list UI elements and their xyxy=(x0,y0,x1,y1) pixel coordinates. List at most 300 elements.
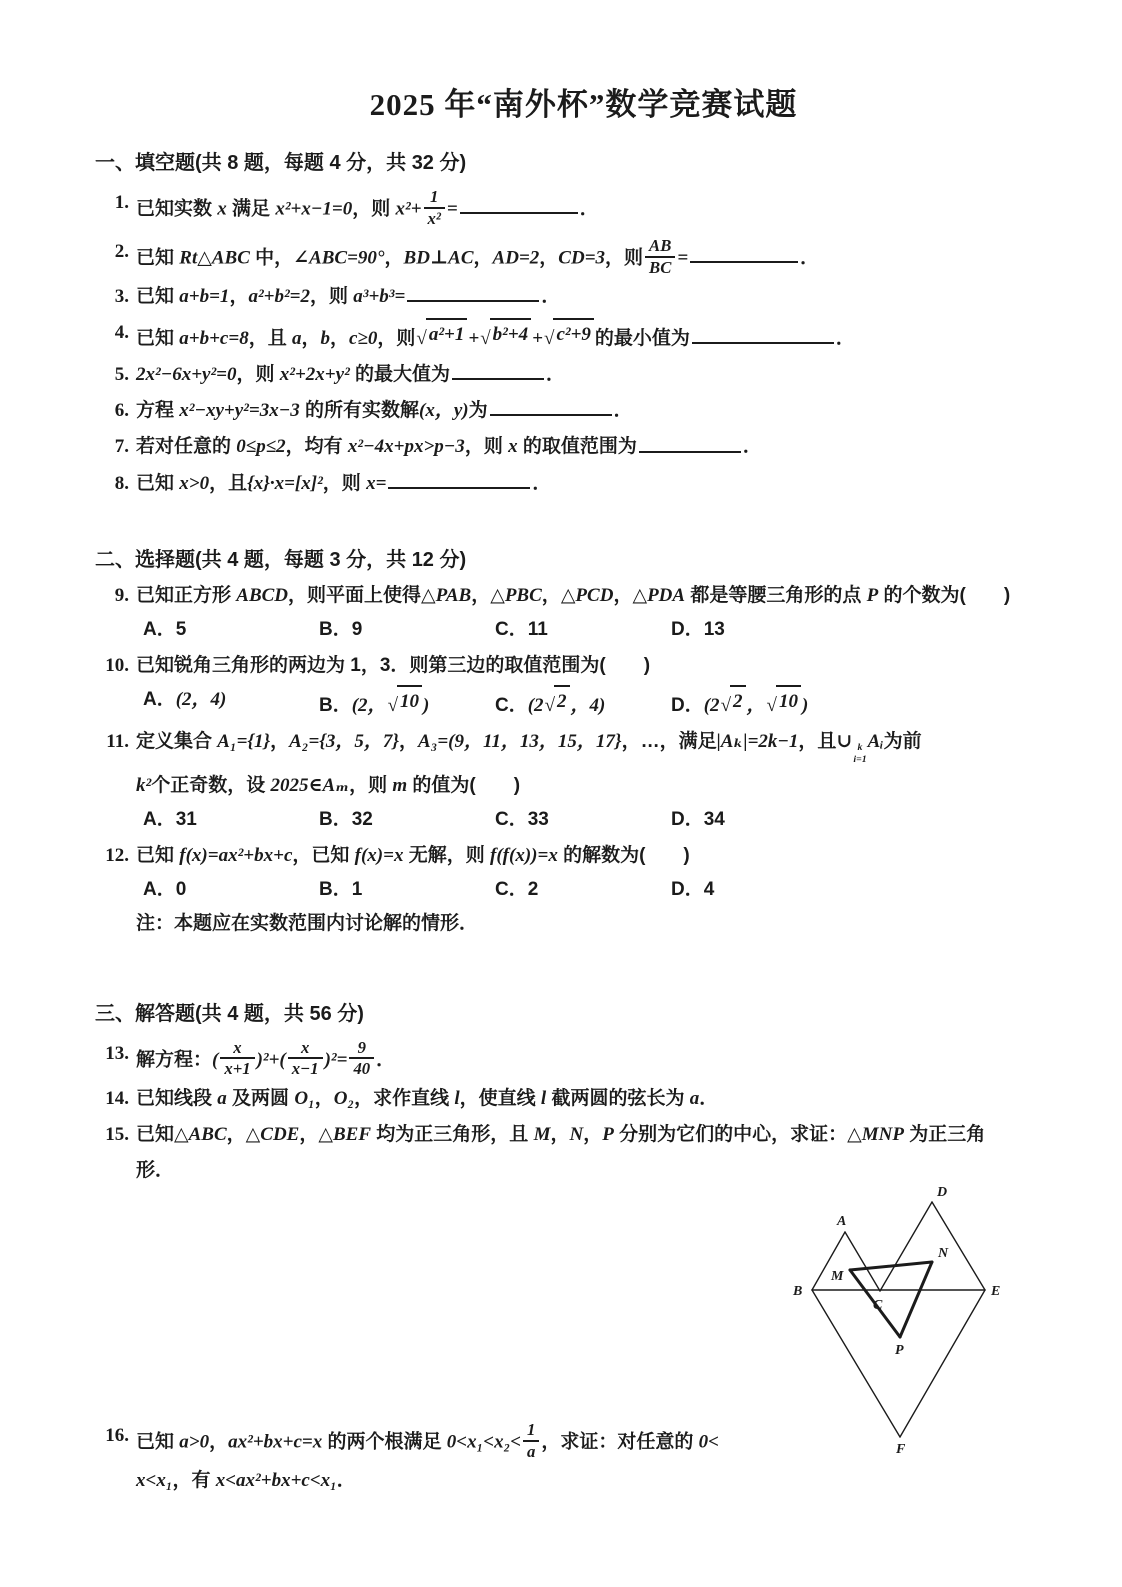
math-run: a xyxy=(217,1087,227,1109)
math-run: |Aₖ|=2k−1 xyxy=(716,730,799,752)
triangle-edge-AC xyxy=(845,1232,880,1291)
math-run: f(x)=x xyxy=(354,844,404,866)
square-root xyxy=(480,318,531,350)
problem-row-5 xyxy=(95,360,1072,390)
problem-list-1 xyxy=(95,188,1072,499)
text-run: 满足 xyxy=(226,198,276,220)
problem-row-14 xyxy=(95,1084,1072,1114)
math-run: Rt△ABC xyxy=(179,247,250,269)
math-run: l xyxy=(454,1087,460,1109)
problem-text xyxy=(136,282,1072,312)
text-run: 个正奇数，设 xyxy=(151,774,271,796)
math-run: x= xyxy=(366,472,387,494)
text-run: D．4 xyxy=(671,878,715,900)
option-A xyxy=(143,875,319,905)
vertex-label-A: A xyxy=(837,1214,847,1229)
text-run: ． xyxy=(336,1470,356,1492)
problem-text xyxy=(136,1120,1072,1150)
text-run: 已知 xyxy=(136,844,180,866)
math-run: a³+b³= xyxy=(353,286,406,308)
text-run: 已知线段 xyxy=(136,1087,218,1109)
text-run: B．32 xyxy=(319,808,373,830)
text-run: ，则 xyxy=(310,286,354,308)
problem-number: 4. xyxy=(114,322,129,344)
text-run: 都是等腰三角形的点 xyxy=(685,584,867,606)
option-C xyxy=(495,875,671,905)
problem-number: 11. xyxy=(106,730,129,752)
radicand: 2 xyxy=(554,685,570,717)
math-run: △PDA xyxy=(632,584,686,606)
text-run: B．1 xyxy=(319,878,363,900)
math-run: 0<x₁<x₂< xyxy=(446,1431,522,1453)
text-run: 截两圆的弦长为 xyxy=(546,1087,690,1109)
problem-number: 6. xyxy=(114,400,129,422)
problem-text xyxy=(136,771,1072,801)
problem-text xyxy=(136,1084,1072,1114)
text-run: 定义集合 xyxy=(136,730,218,752)
text-run: 为正三角 xyxy=(903,1123,986,1145)
math-run: {x}·x=[x]² xyxy=(247,472,323,494)
radical-sign: √ xyxy=(720,694,731,716)
option-C xyxy=(495,805,671,835)
vertex-label-N: N xyxy=(938,1246,949,1261)
radical-sign: √ xyxy=(416,328,427,350)
text-run: ． xyxy=(579,198,599,220)
problem-row-12 xyxy=(95,841,1072,871)
square-root xyxy=(767,685,801,717)
vertex-label-B: B xyxy=(793,1284,803,1299)
problem-row-1 xyxy=(95,188,1072,227)
option-A xyxy=(143,615,319,645)
text-run: ，且 xyxy=(209,472,248,494)
geometry-figure xyxy=(775,1178,1015,1468)
vertex-label-F: F xyxy=(896,1442,906,1457)
option-D xyxy=(671,615,847,645)
text-run: ，且 xyxy=(798,730,837,752)
text-run: ， xyxy=(399,730,419,752)
text-run: ， xyxy=(226,1123,246,1145)
text-run: ，则 xyxy=(605,247,644,269)
text-run: A．5 xyxy=(143,618,187,640)
answer-blank xyxy=(407,282,539,302)
fraction xyxy=(523,1421,539,1460)
fraction-numerator: 9 xyxy=(349,1039,374,1060)
problem-row-16 xyxy=(95,1466,1072,1496)
text-run: ， xyxy=(229,286,249,308)
problem-row-8 xyxy=(95,469,1072,499)
text-run: ． xyxy=(541,286,561,308)
text-run: ，则 xyxy=(236,364,280,386)
union-limits xyxy=(853,742,866,765)
math-run: 0≤p≤2 xyxy=(236,436,286,458)
answer-blank xyxy=(639,432,741,452)
fraction-denominator: BC xyxy=(649,257,672,277)
problem-text xyxy=(136,237,1072,276)
radical-sign: √ xyxy=(480,328,491,350)
section-multiple-choice xyxy=(95,545,1072,939)
vertex-label-M: M xyxy=(831,1269,844,1284)
math-run: a+b+c=8 xyxy=(179,328,249,350)
problem-number: 5. xyxy=(114,364,129,386)
radical-sign: √ xyxy=(544,328,555,350)
option-A xyxy=(143,805,319,835)
geometry-figure-svg xyxy=(775,1178,1015,1468)
math-run: x²+ xyxy=(395,198,422,220)
option-B xyxy=(319,615,495,645)
fraction xyxy=(288,1039,323,1078)
problem-row-9 xyxy=(95,581,1072,611)
fraction-numerator: AB xyxy=(645,237,675,258)
math-run: ax²+bx+c=x xyxy=(228,1431,323,1453)
problem-text xyxy=(136,1039,1072,1078)
option-B xyxy=(319,685,495,721)
option-B xyxy=(319,805,495,835)
text-run: 若对任意的 xyxy=(136,436,237,458)
text-run: ，则 xyxy=(377,328,416,350)
text-run: C．11 xyxy=(495,618,548,640)
radicand: 2 xyxy=(730,685,746,717)
fraction xyxy=(220,1039,254,1078)
problem-text xyxy=(136,432,1072,462)
text-run: D． xyxy=(671,694,704,716)
problem-number: 2. xyxy=(114,241,129,263)
vertex-label-D: D xyxy=(937,1185,948,1200)
option-D xyxy=(671,685,847,721)
math-run: = xyxy=(677,247,689,269)
math-run: x²+2x+y² xyxy=(279,364,350,386)
radicand: c²+9 xyxy=(553,318,593,350)
math-run: m xyxy=(392,774,408,796)
problem-text xyxy=(136,396,1072,426)
problem-row-4 xyxy=(95,318,1072,354)
math-run: ， xyxy=(746,694,766,716)
math-run: ABCD xyxy=(236,584,289,606)
math-run: △CDE xyxy=(245,1123,300,1145)
text-run: D．13 xyxy=(671,618,725,640)
problem-row-3 xyxy=(95,282,1072,312)
text-run: ， xyxy=(299,1123,319,1145)
math-run: (2，4) xyxy=(175,688,227,710)
text-run: 的最小值为 xyxy=(594,328,690,350)
text-run: 形． xyxy=(136,1159,175,1181)
problem-number: 10. xyxy=(105,654,129,676)
radicand: a²+1 xyxy=(426,318,468,350)
text-run: ，则 xyxy=(464,436,509,458)
math-run: + xyxy=(532,328,543,350)
section-heading-3: 三、解答题(共 4 题，共 56 分) xyxy=(95,1002,364,1025)
radicand: b²+4 xyxy=(490,318,532,350)
text-run: 注：本题应在实数范围内讨论解的情形． xyxy=(136,912,479,934)
math-run: a²+b²=2 xyxy=(248,286,310,308)
text-run: D．34 xyxy=(671,808,725,830)
math-run: x<x₁ xyxy=(136,1470,173,1492)
math-run: (2 xyxy=(703,694,720,716)
math-run: x>0 xyxy=(179,472,210,494)
problem-row-2 xyxy=(95,237,1072,276)
text-run: ，使直线 xyxy=(459,1087,541,1109)
text-run: ，均有 xyxy=(285,436,348,458)
problem-number: 12. xyxy=(105,844,129,866)
problem-list-2 xyxy=(95,581,1072,939)
fraction-numerator: x xyxy=(288,1039,323,1060)
vertex-label-C: C xyxy=(873,1298,883,1313)
square-root xyxy=(545,685,570,717)
text-run: ，求作直线 xyxy=(354,1087,455,1109)
problem-text xyxy=(136,318,1072,354)
problem-note xyxy=(95,909,1072,939)
math-run: )²= xyxy=(324,1049,348,1071)
text-run: C．33 xyxy=(495,808,549,830)
union-lower-limit: i=1 xyxy=(853,753,867,765)
text-run: ，则 xyxy=(352,198,396,220)
fraction-denominator: 40 xyxy=(353,1059,371,1079)
text-run: ． xyxy=(546,364,566,386)
options-row xyxy=(95,615,1072,645)
problem-number: 3. xyxy=(114,286,129,308)
triangle-edge-EF xyxy=(900,1290,985,1437)
text-run: B．9 xyxy=(319,618,363,640)
options-row xyxy=(95,685,1072,721)
math-run: f(x)=ax²+bx+c xyxy=(179,844,293,866)
text-run: ． xyxy=(376,1049,396,1071)
option-C xyxy=(495,615,671,645)
math-run: O₁ xyxy=(294,1087,315,1109)
radical-sign: √ xyxy=(387,694,398,716)
text-run: ， xyxy=(209,1431,229,1453)
fraction xyxy=(645,237,675,276)
math-run: a+b=1 xyxy=(179,286,230,308)
math-run: a>0 xyxy=(179,1431,210,1453)
problem-text xyxy=(136,188,1072,227)
math-run: 0< xyxy=(698,1431,719,1453)
text-run: ， xyxy=(471,584,491,606)
math-run: △PCD xyxy=(560,584,614,606)
text-run: ， xyxy=(539,247,559,269)
square-root xyxy=(388,685,422,717)
math-run: CD=3 xyxy=(558,247,606,269)
text-run: ，已知 xyxy=(292,844,355,866)
text-run: 已知锐角三角形的两边为 1，3．则第三边的取值范围为( ) xyxy=(136,654,651,676)
problem-row-15 xyxy=(95,1120,1072,1150)
math-run: △BEF xyxy=(318,1123,372,1145)
text-run: B． xyxy=(319,694,352,716)
text-run: ． xyxy=(835,328,855,350)
math-run: = xyxy=(446,198,458,220)
options-row xyxy=(95,805,1072,835)
math-run: f(f(x))=x xyxy=(490,844,558,866)
text-run: ，求证：对任意的 xyxy=(541,1431,699,1453)
problem-text xyxy=(136,469,1072,499)
math-run: x²−xy+y²=3x−3 xyxy=(179,400,300,422)
text-run: 的取值范围为 xyxy=(517,436,637,458)
math-run: ) xyxy=(423,694,430,716)
option-B xyxy=(319,875,495,905)
math-run: P xyxy=(866,584,879,606)
fraction xyxy=(349,1039,374,1078)
square-root xyxy=(416,318,467,350)
text-run: 已知 xyxy=(136,286,180,308)
option-D xyxy=(671,805,847,835)
text-run: 已知 xyxy=(136,328,180,350)
math-run: Aᵢ xyxy=(867,730,884,752)
problem-row-6 xyxy=(95,396,1072,426)
option-C xyxy=(495,685,671,721)
section-heading-2: 二、选择题(共 4 题，每题 3 分，共 12 分) xyxy=(95,548,467,571)
fraction-denominator: a xyxy=(527,1441,536,1461)
fraction-denominator: x² xyxy=(427,208,441,228)
math-run: )²+( xyxy=(256,1049,286,1071)
math-run: ( xyxy=(212,1049,219,1071)
problem-text xyxy=(136,360,1072,390)
text-run: 已知实数 xyxy=(136,198,218,220)
fraction-denominator: x−1 xyxy=(291,1059,319,1079)
text-run: 的值为( ) xyxy=(407,774,521,796)
text-run: 的两个根满足 xyxy=(322,1431,447,1453)
math-run: ) xyxy=(801,694,809,716)
math-run: (2， xyxy=(351,694,387,716)
text-run: ． xyxy=(742,436,762,458)
text-run: A．0 xyxy=(143,878,187,900)
square-root xyxy=(544,318,594,350)
vertex-label-E: E xyxy=(991,1284,1001,1299)
problem-text xyxy=(136,727,1072,765)
math-run: ∠ABC=90° xyxy=(293,247,385,269)
text-run: ， xyxy=(541,584,561,606)
text-run: 已知 xyxy=(136,247,180,269)
math-run: A₃=(9，11，13，15，17} xyxy=(418,730,622,752)
text-run: ，…，满足 xyxy=(621,730,717,752)
fraction xyxy=(424,188,445,227)
text-run: 的所有实数解 xyxy=(299,400,420,422)
text-run: 已知 xyxy=(136,472,180,494)
text-run: ． xyxy=(800,247,820,269)
text-run: 中， xyxy=(249,247,294,269)
math-run: △PAB xyxy=(421,584,472,606)
math-run: x²−4x+px>p−3 xyxy=(347,436,465,458)
problem-row-10 xyxy=(95,651,1072,681)
option-A xyxy=(143,685,319,721)
math-run: a xyxy=(291,328,302,350)
math-run: A₁={1} xyxy=(217,730,271,752)
answer-blank xyxy=(452,360,544,380)
problem-number: 8. xyxy=(114,472,129,494)
math-run: 2x²−6x+y²=0 xyxy=(136,364,237,386)
math-run: b xyxy=(320,328,330,350)
options-row xyxy=(95,875,1072,905)
answer-blank xyxy=(388,469,530,489)
text-run: ． xyxy=(613,400,633,422)
problem-number: 7. xyxy=(114,436,129,458)
text-run: 已知 xyxy=(136,1431,180,1453)
text-run: ， xyxy=(384,247,404,269)
text-run: A． xyxy=(143,688,176,710)
problem-row-11 xyxy=(95,727,1072,765)
math-run: O₂ xyxy=(333,1087,355,1109)
fraction-denominator: x+1 xyxy=(224,1059,251,1079)
text-run: 解方程： xyxy=(136,1049,213,1071)
text-run: 无解，则 xyxy=(403,844,491,866)
math-run: x<ax²+bx+c<x₁ xyxy=(215,1470,337,1492)
answer-blank xyxy=(690,243,798,263)
text-run: ， xyxy=(473,247,493,269)
math-run: ，4) xyxy=(570,694,606,716)
math-run: k² xyxy=(136,774,152,796)
math-run: x²+x−1=0 xyxy=(275,198,353,220)
answer-blank xyxy=(460,194,578,214)
center-triangle-edge-NP xyxy=(900,1262,932,1337)
text-run: 均为正三角形，且 xyxy=(371,1123,534,1145)
text-run: A．31 xyxy=(143,808,197,830)
problem-text xyxy=(136,841,1072,871)
problem-number: 1. xyxy=(114,192,129,213)
problem-number: 14. xyxy=(105,1087,129,1109)
math-run: c≥0 xyxy=(349,328,378,350)
text-run: 及两圆 xyxy=(226,1087,295,1109)
text-run: ， xyxy=(330,328,350,350)
text-run: 已知 xyxy=(136,1123,175,1145)
text-run: ． xyxy=(532,472,552,494)
radicand: 10 xyxy=(776,685,801,717)
text-run: ， xyxy=(583,1123,603,1145)
text-run: 为 xyxy=(468,400,488,422)
fraction-numerator: 1 xyxy=(424,188,445,209)
text-run: 分别为它们的中心，求证： xyxy=(613,1123,848,1145)
math-run: l xyxy=(540,1087,547,1109)
math-run: + xyxy=(468,328,480,350)
math-run: △MNP xyxy=(847,1123,904,1145)
triangle-edge-BF xyxy=(812,1290,900,1437)
problem-number: 16. xyxy=(105,1424,129,1446)
problem-text xyxy=(136,581,1072,611)
problem-text xyxy=(136,1466,1072,1496)
text-run: ， xyxy=(270,730,290,752)
text-run: C．2 xyxy=(495,878,539,900)
problem-number: 9. xyxy=(114,584,129,606)
text-run: ，则平面上使得 xyxy=(288,584,422,606)
text-run: ，则 xyxy=(322,472,367,494)
text-run: ， xyxy=(314,1087,334,1109)
math-run: a xyxy=(689,1087,700,1109)
vertex-label-P: P xyxy=(895,1343,904,1358)
radical-sign: √ xyxy=(544,694,555,716)
text-run: 已知正方形 xyxy=(136,584,237,606)
square-root xyxy=(721,685,746,717)
radicand: 10 xyxy=(397,685,422,717)
problem-number: 15. xyxy=(105,1123,129,1145)
text-run: 的最大值为 xyxy=(349,364,451,386)
problem-number: 13. xyxy=(105,1042,129,1064)
union-upper-limit: k xyxy=(857,742,863,754)
fraction-numerator: 1 xyxy=(523,1421,539,1442)
section-heading-1: 一、填空题(共 8 题，每题 4 分，共 32 分) xyxy=(95,152,467,174)
math-run: x xyxy=(508,436,518,458)
math-run: △PBC xyxy=(490,584,542,606)
text-run: 的个数为( ) xyxy=(878,584,1011,606)
text-run: ，则 xyxy=(349,774,393,796)
math-run: P xyxy=(602,1123,614,1145)
math-run: ∪ xyxy=(836,730,853,752)
text-run: ， xyxy=(550,1123,570,1145)
exam-title: 2025 年“南外杯”数学竞赛试题 xyxy=(369,87,798,122)
problem-row-7 xyxy=(95,432,1072,462)
text-run: ． xyxy=(699,1087,719,1109)
answer-blank xyxy=(692,324,834,344)
math-run: AD=2 xyxy=(492,247,540,269)
math-run: △ABC xyxy=(174,1123,227,1145)
math-run: BD⊥AC xyxy=(403,247,474,269)
problem-row-13 xyxy=(95,1039,1072,1078)
radical-sign: √ xyxy=(766,694,777,716)
